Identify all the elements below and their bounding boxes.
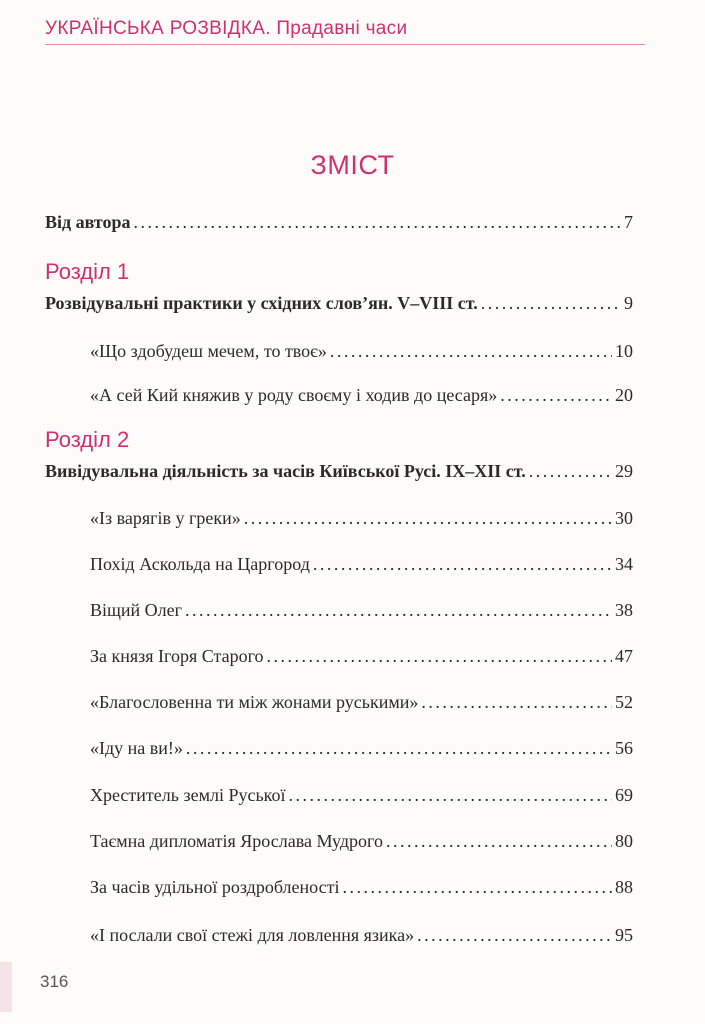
dot-leader: [244, 507, 612, 529]
dot-leader: [186, 737, 612, 759]
toc-entry[interactable]: [90, 691, 633, 713]
toc-entry-page: 20: [615, 385, 633, 405]
toc-entry-title: Таємна дипломатія Ярослава Мудрого: [90, 831, 383, 851]
dot-leader: [417, 924, 612, 946]
toc-entry[interactable]: [90, 924, 633, 946]
toc-entry[interactable]: [90, 340, 633, 362]
toc-entry-title: Віщий Олег: [90, 600, 182, 620]
dot-leader: [267, 645, 612, 667]
toc-entry[interactable]: [90, 876, 633, 898]
toc-entry-title: Похід Аскольда на Царгород: [90, 554, 310, 574]
toc-entry-page: 30: [615, 508, 633, 528]
toc-entry-page: 38: [615, 600, 633, 620]
dot-leader: [529, 460, 612, 482]
toc-entry-page: 7: [624, 212, 633, 232]
dot-leader: [500, 384, 612, 406]
section-label-1: Розділ 1: [45, 259, 130, 284]
dot-leader: [313, 553, 612, 575]
toc-entry[interactable]: [90, 784, 633, 806]
toc-entry-title: За часів удільної роздробленості: [90, 877, 340, 897]
toc-entry-page: 10: [615, 341, 633, 361]
page-number: 316: [40, 972, 69, 991]
dot-leader: [386, 830, 612, 852]
toc-entry[interactable]: [90, 384, 633, 406]
toc-entry-page: 9: [624, 293, 633, 313]
toc-entry-title: Вивідувальна діяльність за часів Київської Русі. IX–XII ст.: [45, 461, 526, 481]
toc-entry-title: «Із варягів у греки»: [90, 508, 241, 528]
toc-section-heading-1[interactable]: [45, 292, 633, 314]
toc-entry[interactable]: [90, 645, 633, 667]
toc-entry-page: 47: [615, 646, 633, 666]
toc-entry-page: 95: [615, 925, 633, 945]
toc-entry-intro[interactable]: [45, 211, 633, 233]
toc-entry-title: «Що здобудеш мечем, то твоє»: [90, 341, 327, 361]
toc-entry[interactable]: [90, 553, 633, 575]
toc-entry-title: Від автора: [45, 212, 131, 232]
toc-section-heading-2[interactable]: [45, 460, 633, 482]
toc-entry-page: 88: [615, 877, 633, 897]
dot-leader: [134, 211, 622, 233]
toc-entry-title: «Іду на ви!»: [90, 738, 183, 758]
section-label-2: Розділ 2: [45, 427, 130, 452]
dot-leader: [342, 876, 612, 898]
toc-entry[interactable]: [90, 507, 633, 529]
toc-entry-page: 52: [615, 692, 633, 712]
toc-entry-page: 29: [615, 461, 633, 481]
toc-entry-title: Розвідувальні практики у східних слов’ян. V–VIII ст.: [45, 293, 478, 313]
dot-leader: [421, 691, 612, 713]
dot-leader: [289, 784, 613, 806]
toc-entry[interactable]: [90, 599, 633, 621]
toc-entry-title: За князя Ігоря Старого: [90, 646, 264, 666]
dot-leader: [481, 292, 621, 314]
dot-leader: [185, 599, 612, 621]
toc-entry-page: 34: [615, 554, 633, 574]
toc-entry[interactable]: [90, 830, 633, 852]
toc-entry-title: Хреститель землі Руської: [90, 785, 286, 805]
toc-title: ЗМІСТ: [310, 150, 395, 180]
toc-entry-title: «Благословенна ти між жонами руськими»: [90, 692, 419, 712]
running-header: УКРАЇНСЬКА РОЗВІДКА. Прадавні часи: [45, 18, 408, 39]
toc-entry-title: «А сей Кий княжив у роду своєму і ходив до цесаря»: [90, 385, 498, 405]
toc-entry-title: «І послали свої стежі для ловлення язика»: [90, 925, 415, 945]
toc-entry-page: 69: [615, 785, 633, 805]
dot-leader: [330, 340, 612, 362]
toc-entry[interactable]: [90, 737, 633, 759]
toc-entry-page: 56: [615, 738, 633, 758]
edge-strip: [0, 962, 12, 1012]
toc-entry-page: 80: [615, 831, 633, 851]
